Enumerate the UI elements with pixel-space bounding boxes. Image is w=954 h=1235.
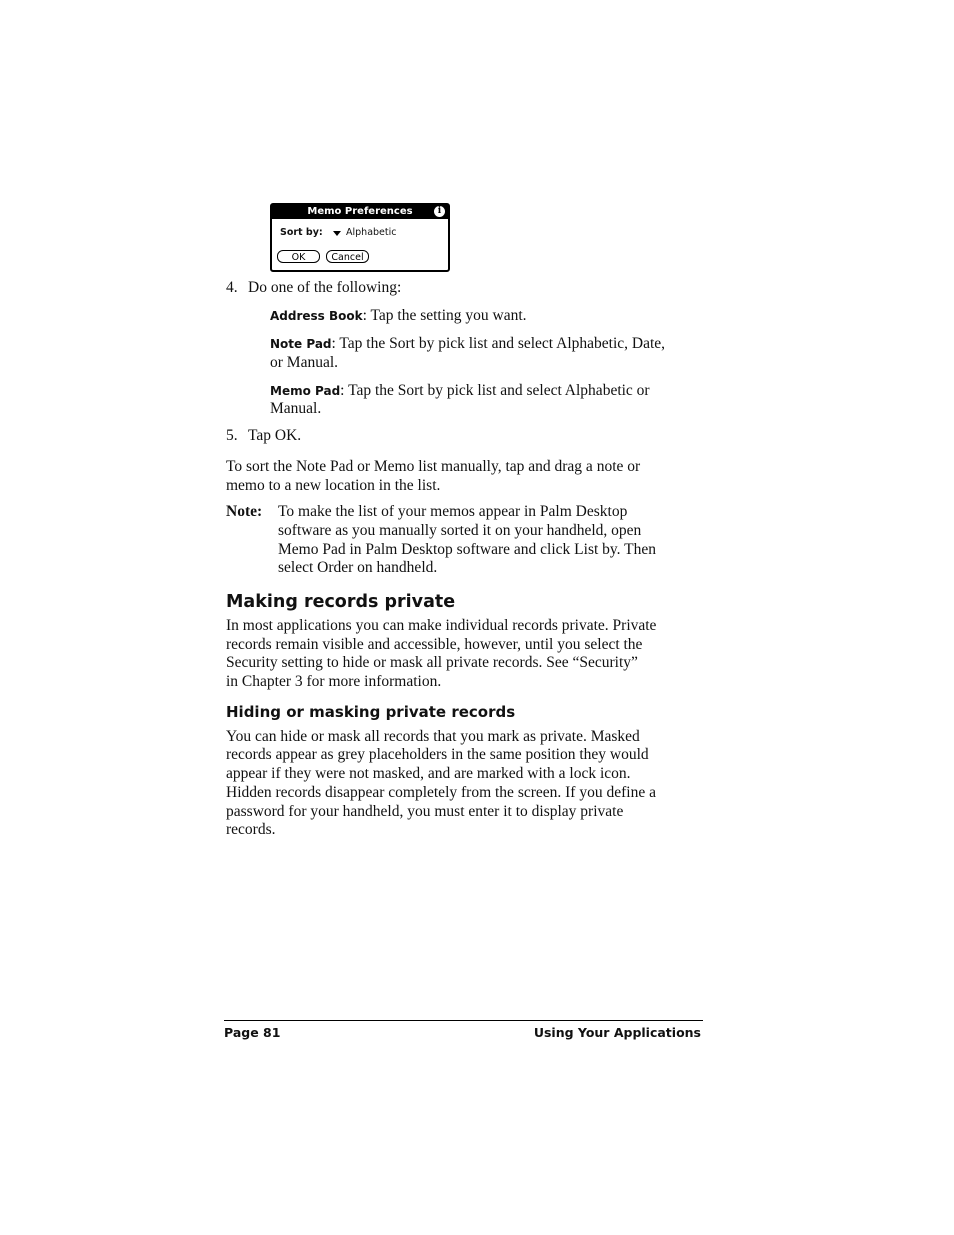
memo-preferences-dialog bbox=[270, 203, 450, 272]
paragraph-line: records remain visible and accessible, however, until you select the bbox=[226, 636, 643, 653]
subsection-heading-hiding-or-masking: Hiding or masking private records bbox=[226, 703, 516, 721]
option-label: Memo Pad bbox=[270, 384, 341, 398]
option-label: Address Book bbox=[270, 309, 363, 323]
option-label: Note Pad bbox=[270, 337, 332, 351]
option-text: : Tap the setting you want. bbox=[362, 307, 527, 324]
paragraph-line: Security setting to hide or mask all private records. See “Security” bbox=[226, 654, 638, 671]
note-line: Memo Pad in Palm Desktop software and click List by. Then bbox=[278, 541, 656, 558]
paragraph-line: Hidden records disappear completely from the screen. If you define a bbox=[226, 784, 656, 801]
option-text-continued: Manual. bbox=[270, 400, 322, 417]
paragraph-line: In most applications you can make individual records private. Private bbox=[226, 617, 657, 634]
sort-by-picklist[interactable]: Alphabetic bbox=[346, 227, 397, 238]
option-text: : Tap the Sort by pick list and select Alphabetic, Date, bbox=[331, 335, 666, 352]
paragraph-line: password for your handheld, you must enter it to display private bbox=[226, 803, 624, 820]
option-memo-pad bbox=[270, 381, 710, 401]
option-text-continued: or Manual. bbox=[270, 354, 339, 371]
step-5-text: Tap OK. bbox=[248, 427, 302, 444]
manual-sort-line-2: memo to a new location in the list. bbox=[226, 477, 441, 494]
paragraph-line: You can hide or mask all records that you mark as private. Masked bbox=[226, 728, 640, 745]
sort-by-label: Sort by: bbox=[280, 227, 323, 238]
note-label: Note: bbox=[226, 503, 263, 520]
paragraph-line: in Chapter 3 for more information. bbox=[226, 673, 442, 690]
paragraph-line: appear if they were not masked, and are marked with a lock icon. bbox=[226, 765, 631, 782]
option-text: : Tap the Sort by pick list and select Alphabetic or bbox=[340, 382, 650, 399]
info-icon[interactable]: i bbox=[434, 206, 445, 217]
step-4-text: Do one of the following: bbox=[248, 279, 402, 296]
note-line: select Order on handheld. bbox=[278, 559, 438, 576]
step-5-number: 5. bbox=[226, 427, 238, 444]
paragraph-line: records. bbox=[226, 821, 276, 838]
cancel-button[interactable]: Cancel bbox=[326, 250, 369, 263]
ok-button[interactable]: OK bbox=[277, 250, 320, 263]
option-note-pad bbox=[270, 334, 710, 354]
note-line: To make the list of your memos appear in Palm Desktop bbox=[278, 503, 628, 520]
dialog-title: Memo Preferences bbox=[272, 205, 448, 219]
dropdown-arrow-icon[interactable] bbox=[333, 231, 341, 236]
note-line: software as you manually sorted it on your handheld, open bbox=[278, 522, 642, 539]
section-heading-making-records-private: Making records private bbox=[226, 592, 456, 612]
page-number: Page 81 bbox=[224, 1025, 281, 1040]
option-address-book bbox=[270, 306, 710, 326]
manual-sort-line-1: To sort the Note Pad or Memo list manually, tap and drag a note or bbox=[226, 458, 641, 475]
chapter-title: Using Your Applications bbox=[533, 1025, 701, 1040]
footer-divider bbox=[224, 1020, 703, 1021]
paragraph-line: records appear as grey placeholders in the same position they would bbox=[226, 746, 649, 763]
step-4-number: 4. bbox=[226, 279, 238, 296]
